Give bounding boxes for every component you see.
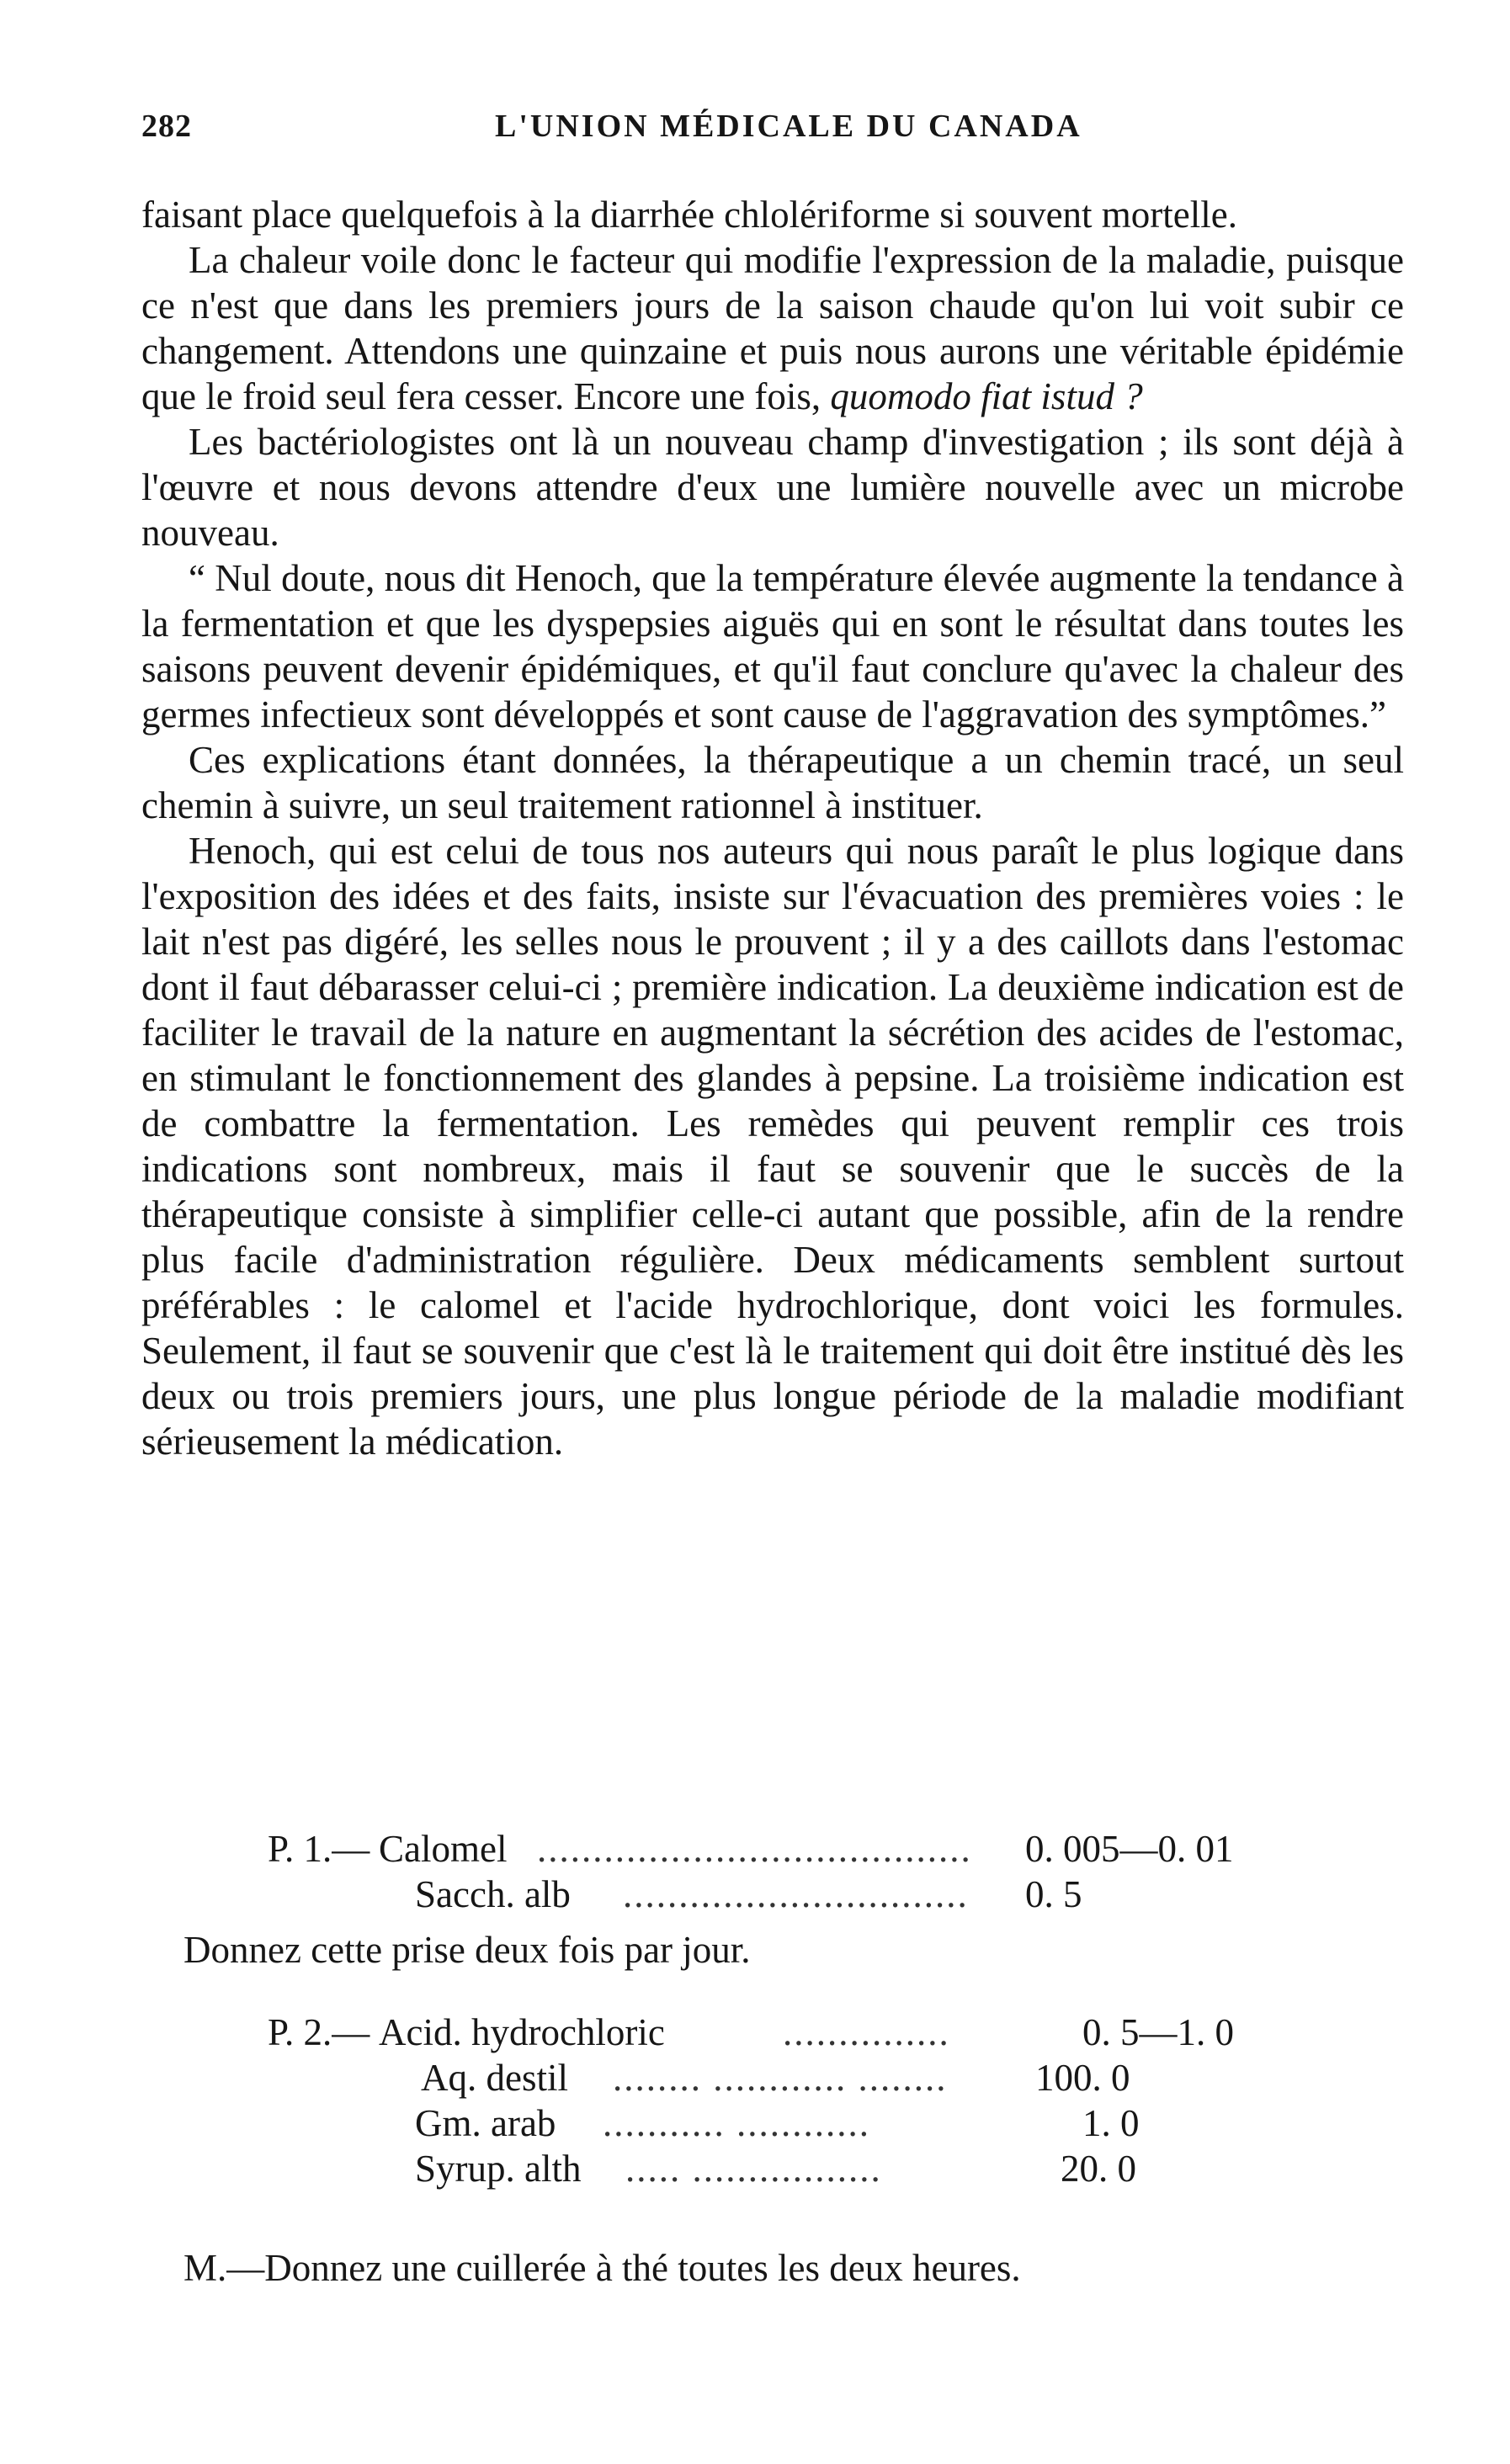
dot-leader: ............................... bbox=[623, 1873, 969, 1915]
dot-leader: ........... ............ bbox=[603, 2102, 870, 2144]
prescription-dose: 1. 0 bbox=[1082, 2102, 1140, 2144]
prescription-dose: 0. 5—1. 0 bbox=[1082, 2011, 1234, 2053]
prescription-1 bbox=[141, 1826, 1404, 1917]
prescription-label: P. 2.— bbox=[268, 2011, 370, 2053]
prescription-dose: 20. 0 bbox=[1061, 2148, 1136, 2190]
paragraph-3: Les bactériologistes ont là un nouveau champ d'investigation ; ils sont déjà à l'œuvre et nous devons attendre d'eux une lumière nouvelle avec un microbe nouveau. bbox=[141, 421, 1404, 554]
running-title: L'UNION MÉDICALE DU CANADA bbox=[495, 109, 1082, 144]
running-header bbox=[141, 108, 1404, 150]
dot-leader: ..... ................. bbox=[625, 2148, 882, 2190]
prescription-2-direction: M.—Donnez une cuillerée à thé toutes les deux heures. bbox=[183, 2247, 1021, 2289]
prescription-ingredient: Acid. hydrochloric bbox=[379, 2011, 665, 2053]
prescription-2 bbox=[141, 2010, 1404, 2191]
prescription-line bbox=[141, 2010, 1404, 2055]
paragraph-2 bbox=[141, 237, 1404, 419]
latin-phrase: quomodo fiat istud ? bbox=[830, 375, 1143, 417]
prescription-ingredient: Gm. arab bbox=[415, 2102, 556, 2144]
dot-leader: ........ ............ ........ bbox=[613, 2057, 948, 2099]
paragraph-2-text: La chaleur voile donc le facteur qui modifie l'expression de la maladie, puisque ce n'est que dans les premiers jours de la saison chaude qu'on lui voit subir ce changement. Attendons une quinzaine et puis nous aurons une véritable épidémie que le froid seul fera cesser. Encore une fois, bbox=[141, 239, 1404, 417]
prescription-line bbox=[141, 2055, 1404, 2100]
paragraph-6: Henoch, qui est celui de tous nos auteurs qui nous paraît le plus logique dans l'exposition des idées et des faits, insiste sur l'évacuation des premières voies : le lait n'est pas digéré, les selles nous le prouvent ; il y a des caillots dans l'estomac dont il faut débarasser celui-ci ; première indication. La deuxième indication est de faciliter le travail de la nature en augmentant la sécrétion des acides de l'estomac, en stimulant le fonctionnement des glandes à pepsine. La troisième indication est de combattre la fermentation. Les remèdes qui peuvent remplir ces trois indications sont nombreux, mais il faut se souvenir que le succès de la thérapeutique consiste à simplifier celle-ci autant que possible, afin de la rendre plus facile d'administration régulière. Deux médicaments semblent surtout préférables : le calomel et l'acide hydrochlorique, dont voici les formules. Seulement, il faut se souvenir que c'est là le traitement qui doit être institué dès les deux ou trois premiers jours, une plus longue période de la maladie modifiant sérieusement la médication. bbox=[141, 830, 1404, 1463]
prescription-ingredient: Sacch. alb bbox=[415, 1873, 571, 1915]
prescription-line bbox=[141, 1826, 1404, 1872]
prescription-line bbox=[141, 1872, 1404, 1917]
paragraph-1: faisant place quelquefois à la diarrhée chlolériforme si souvent mortelle. bbox=[141, 194, 1237, 236]
page-number: 282 bbox=[141, 109, 192, 144]
body-text bbox=[141, 192, 1404, 1464]
dot-leader: ............... bbox=[783, 2011, 950, 2053]
prescription-dose: 0. 005—0. 01 bbox=[1025, 1828, 1234, 1870]
prescription-1-direction: Donnez cette prise deux fois par jour. bbox=[183, 1929, 751, 1971]
paragraph-4-quotation: “ Nul doute, nous dit Henoch, que la température élevée augmente la tendance à la fermentation et que les dyspepsies aiguës qui en sont le résultat dans toutes les saisons peuvent devenir épidémiques, et qu'il faut conclure qu'avec la chaleur des germes infectieux sont développés et sont cause de l'aggravation des symptômes.” bbox=[141, 557, 1404, 735]
prescription-dose: 0. 5 bbox=[1025, 1873, 1082, 1915]
dot-leader: ....................................... bbox=[537, 1828, 972, 1870]
prescription-label: P. 1.— bbox=[268, 1828, 370, 1870]
prescription-ingredient: Calomel bbox=[379, 1828, 508, 1870]
prescription-dose: 100. 0 bbox=[1035, 2057, 1130, 2099]
prescription-line bbox=[141, 2146, 1404, 2191]
prescription-line bbox=[141, 2100, 1404, 2146]
prescription-ingredient: Aq. destil bbox=[421, 2057, 568, 2099]
prescription-ingredient: Syrup. alth bbox=[415, 2148, 582, 2190]
paragraph-5: Ces explications étant données, la thérapeutique a un chemin tracé, un seul chemin à suivre, un seul traitement rationnel à instituer. bbox=[141, 739, 1404, 826]
